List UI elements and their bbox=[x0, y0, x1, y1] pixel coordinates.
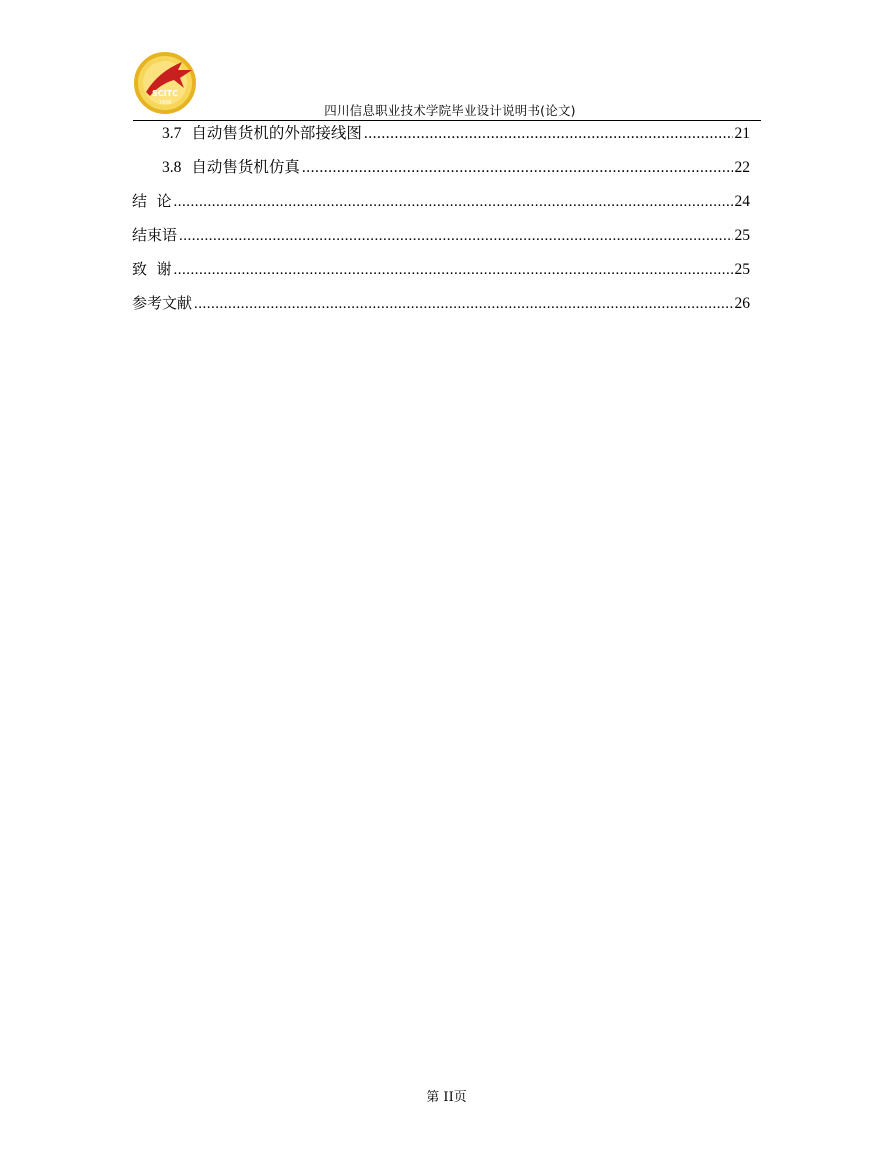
table-of-contents bbox=[132, 121, 750, 325]
toc-leader bbox=[364, 121, 733, 146]
toc-entry-page: 24 bbox=[734, 193, 750, 210]
toc-entry[interactable] bbox=[132, 223, 750, 257]
toc-entry-title: 结束语 bbox=[132, 226, 178, 244]
toc-entry[interactable] bbox=[132, 189, 750, 223]
toc-entry-number: 3.8 bbox=[162, 159, 182, 176]
toc-entry-page: 22 bbox=[734, 159, 750, 176]
logo-year: 1956 bbox=[158, 100, 172, 106]
toc-entry-title: 自动售货机仿真 bbox=[191, 158, 300, 176]
page-number: 第 II页 bbox=[426, 1090, 467, 1105]
toc-entry[interactable] bbox=[132, 291, 750, 325]
toc-leader bbox=[174, 258, 733, 283]
toc-entry-title: 结 论 bbox=[132, 192, 172, 210]
toc-entry-page: 26 bbox=[734, 295, 750, 312]
toc-entry-title: 参考文献 bbox=[132, 294, 193, 312]
toc-entry-page: 25 bbox=[734, 227, 750, 244]
toc-entry[interactable] bbox=[132, 155, 750, 189]
toc-leader bbox=[179, 224, 732, 249]
toc-leader bbox=[174, 190, 733, 215]
header-title: 四川信息职业技术学院毕业设计说明书(论文) bbox=[324, 103, 576, 118]
toc-entry[interactable] bbox=[132, 121, 750, 155]
toc-entry-number: 3.7 bbox=[162, 125, 182, 142]
school-logo bbox=[134, 52, 196, 114]
toc-leader bbox=[194, 292, 732, 317]
toc-entry[interactable] bbox=[132, 257, 750, 291]
toc-entry-page: 25 bbox=[734, 261, 750, 278]
toc-entry-title: 自动售货机的外部接线图 bbox=[191, 124, 362, 142]
toc-entry-title: 致 谢 bbox=[132, 260, 172, 278]
toc-entry-page: 21 bbox=[734, 125, 750, 142]
logo-text: SCITC bbox=[152, 89, 178, 98]
toc-leader bbox=[302, 155, 733, 180]
